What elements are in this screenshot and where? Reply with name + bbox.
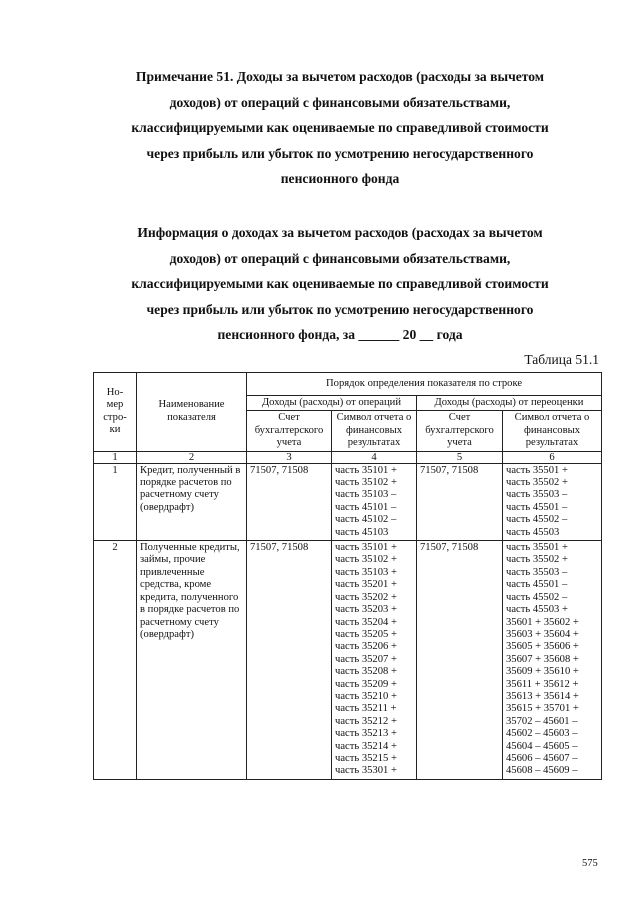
header-symbol: Символ отчета о финансовых результатах (503, 411, 602, 451)
header-symbol: Символ отчета о финансовых результатах (332, 411, 417, 451)
symbol-line: часть 35502 + (506, 477, 568, 489)
indicator-name: Кредит, полученный в порядке расчетов по расчетному счету (овердрафт) (137, 463, 247, 540)
note-heading-line: доходов) от операций с финансовыми обязательствами, (169, 94, 511, 110)
symbol-reval (503, 463, 602, 540)
page-number: 575 (582, 858, 598, 869)
symbol-line: часть 45103 (335, 526, 389, 538)
symbol-line: часть 35101 + (335, 464, 397, 476)
table-row (94, 463, 602, 540)
symbol-line: 45602 – 45603 – (506, 728, 578, 740)
symbol-line: часть 35210 + (335, 690, 397, 702)
column-number: 3 (247, 451, 332, 463)
note-heading-line: Примечание 51. Доходы за вычетом расходов (расходы за вычетом (135, 69, 545, 84)
symbol-line: часть 35202 + (335, 591, 397, 603)
symbol-line: 35613 + 35614 + (506, 690, 579, 702)
symbol-line: часть 35102 + (335, 554, 397, 566)
symbol-line: часть 35501 + (506, 542, 568, 554)
header-ops-income: Доходы (расходы) от операций (247, 396, 417, 411)
symbol-line: часть 35102 + (335, 477, 397, 489)
symbol-line: часть 35203 + (335, 604, 397, 616)
symbol-line: часть 35206 + (335, 641, 397, 653)
info-heading-line: классифицируемыми как оцениваемые по справедливой стоимости (131, 276, 549, 292)
symbol-line: часть 45502 – (506, 514, 568, 526)
symbol-line: часть 45501 – (506, 579, 568, 591)
symbol-line: часть 35213 + (335, 728, 397, 740)
symbol-line: часть 35212 + (335, 715, 397, 727)
symbol-line: часть 35103 – (335, 489, 397, 501)
symbol-line: 35601 + 35602 + (506, 616, 579, 628)
symbol-line: 45606 – 45607 – (506, 752, 578, 764)
account-reval: 71507, 71508 (417, 541, 503, 780)
symbol-line: 35607 + 35608 + (506, 653, 579, 665)
symbol-line: часть 45501 – (506, 501, 568, 513)
header-row-number: Но- мер стро- ки (94, 373, 137, 452)
symbol-line: часть 35101 + (335, 542, 397, 554)
info-heading-line: Информация о доходах за вычетом расходов (расходах за вычетом (137, 225, 543, 240)
note-heading (100, 64, 580, 192)
symbol-line: часть 35208 + (335, 666, 397, 678)
column-number: 1 (94, 451, 137, 463)
header-indicator-name: Наименование показателя (137, 373, 247, 452)
symbol-line: часть 45101 – (335, 501, 397, 513)
symbol-line: часть 35301 + (335, 765, 397, 777)
symbol-line: часть 35214 + (335, 740, 397, 752)
symbol-line: 45608 – 45609 – (506, 765, 578, 777)
symbol-line: 35611 + 35612 + (506, 678, 579, 690)
symbol-line: часть 35103 + (335, 566, 397, 578)
row-number: 1 (94, 463, 137, 540)
account-ops: 71507, 71508 (247, 541, 332, 780)
header-account: Счет бухгалтерского учета (247, 411, 332, 451)
header-procedure: Порядок определения показателя по строке (247, 373, 602, 396)
account-ops: 71507, 71508 (247, 463, 332, 540)
symbol-line: часть 35503 – (506, 489, 568, 501)
symbol-line: 35615 + 35701 + (506, 703, 579, 715)
info-heading-line: пенсионного фонда, за ______ 20 __ года (217, 327, 463, 343)
symbol-line: часть 35205 + (335, 628, 397, 640)
symbol-line: 35609 + 35610 + (506, 666, 579, 678)
header-reval-income: Доходы (расходы) от переоценки (417, 396, 602, 411)
symbol-reval (503, 541, 602, 780)
table-label: Таблица 51.1 (524, 352, 599, 367)
header-account: Счет бухгалтерского учета (417, 411, 503, 451)
symbol-line: часть 35201 + (335, 579, 397, 591)
symbol-line: часть 35215 + (335, 752, 397, 764)
symbol-ops (332, 463, 417, 540)
table-row (94, 541, 602, 780)
info-heading-line: через прибыль или убыток по усмотрению негосударственного (146, 301, 534, 317)
symbol-line: часть 45503 (506, 526, 560, 538)
account-reval: 71507, 71508 (417, 463, 503, 540)
column-number: 4 (332, 451, 417, 463)
symbol-line: 45604 – 45605 – (506, 740, 578, 752)
row-number: 2 (94, 541, 137, 780)
column-number: 6 (503, 451, 602, 463)
info-heading (100, 220, 580, 348)
symbol-line: часть 35211 + (335, 703, 397, 715)
symbol-line: часть 35209 + (335, 678, 397, 690)
symbol-line: часть 35207 + (335, 653, 397, 665)
note-heading-line: классифицируемыми как оцениваемые по справедливой стоимости (131, 120, 549, 136)
symbol-line: часть 35204 + (335, 616, 397, 628)
data-table (93, 372, 602, 780)
symbol-line: часть 45503 + (506, 604, 568, 616)
note-heading-line: пенсионного фонда (280, 171, 400, 187)
symbol-line: 35702 – 45601 – (506, 715, 578, 727)
symbol-line: 35603 + 35604 + (506, 628, 579, 640)
symbol-line: часть 45102 – (335, 514, 397, 526)
symbol-line: часть 45502 – (506, 591, 568, 603)
info-heading-line: доходов) от операций с финансовыми обязательствами, (169, 250, 511, 266)
symbol-line: 35605 + 35606 + (506, 641, 579, 653)
note-heading-line: через прибыль или убыток по усмотрению негосударственного (146, 145, 534, 161)
column-number: 2 (137, 451, 247, 463)
indicator-name: Полученные кредиты, займы, прочие привлеченные средства, кроме кредита, полученного в порядке расчетов по расчетному счету (овердрафт) (137, 541, 247, 780)
symbol-line: часть 35501 + (506, 464, 568, 476)
symbol-ops (332, 541, 417, 780)
column-number: 5 (417, 451, 503, 463)
symbol-line: часть 35503 – (506, 566, 568, 578)
symbol-line: часть 35502 + (506, 554, 568, 566)
